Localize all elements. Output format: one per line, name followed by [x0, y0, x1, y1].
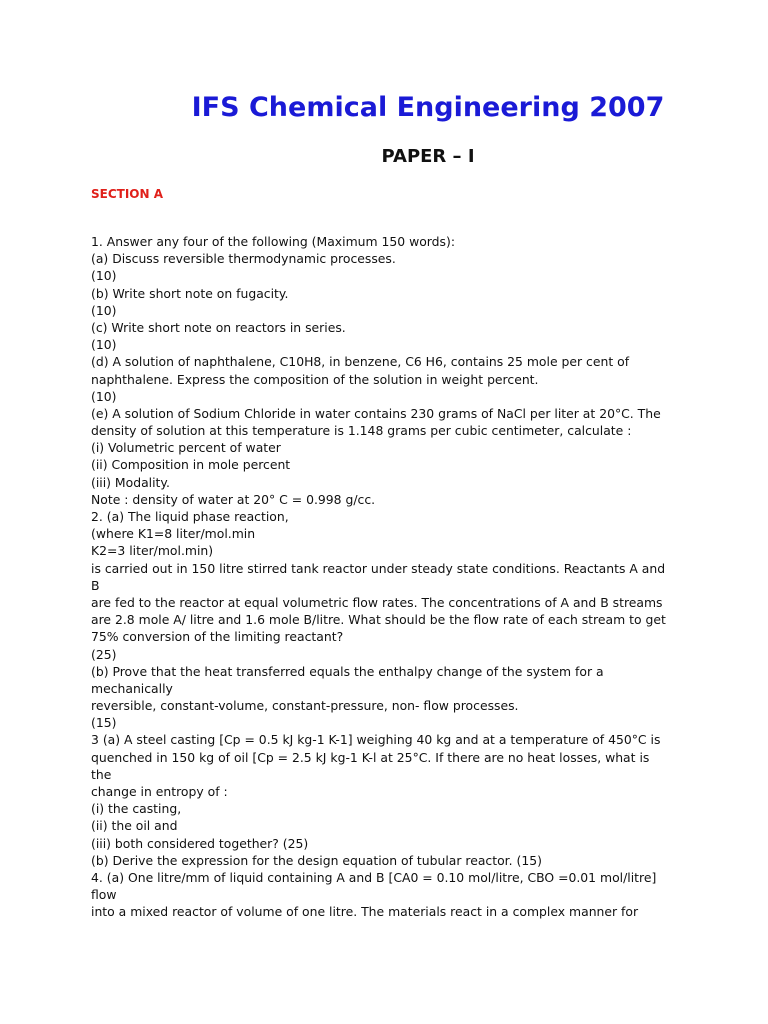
body-line: mechanically [91, 680, 173, 696]
body-line: (where K1=8 liter/mol.min [91, 526, 256, 542]
body-line: 4. (a) One litre/mm of liquid containing A and B [CA0 = 0.10 mol/litre, CBO =0.01 mol/litre] [91, 869, 657, 885]
body-line: 75% conversion of the limiting reactant? [91, 629, 344, 645]
body-line: the [91, 766, 112, 782]
body-line: flow [91, 887, 117, 903]
body-line: (a) Discuss reversible thermodynamic processes. [91, 251, 396, 267]
body-line: (10) [91, 337, 117, 353]
body-line: (c) Write short note on reactors in series. [91, 319, 346, 335]
body-line: (b) Prove that the heat transferred equals the enthalpy change of the system for a [91, 663, 604, 679]
body-line: (10) [91, 388, 117, 404]
body-line: are fed to the reactor at equal volumetric flow rates. The concentrations of A and B streams [91, 594, 663, 610]
body-line: K2=3 liter/mol.min) [91, 543, 214, 559]
body-line: 3 (a) A steel casting [Cp = 0.5 kJ kg-1 K-1] weighing 40 kg and at a temperature of 450°C is [91, 732, 661, 748]
body-line: (15) [91, 715, 117, 731]
body-line: (ii) Composition in mole percent [91, 457, 291, 473]
body-line: (b) Derive the expression for the design equation of tubular reactor. (15) [91, 852, 542, 868]
body-line: (e) A solution of Sodium Chloride in water contains 230 grams of NaCl per liter at 20°C. The [91, 405, 661, 421]
body-line: density of solution at this temperature is 1.148 grams per cubic centimeter, calculate : [91, 423, 632, 439]
document-title: IFS Chemical Engineering 2007 [191, 92, 665, 123]
body-line: quenched in 150 kg of oil [Cp = 2.5 kJ kg-1 K-l at 25°C. If there are no heat losses, what is [91, 749, 650, 765]
body-line: (iii) both considered together? (25) [91, 835, 309, 851]
body-line: (10) [91, 302, 117, 318]
body-line: (b) Write short note on fugacity. [91, 285, 289, 301]
document-body [91, 233, 691, 921]
body-line: are 2.8 mole A/ litre and 1.6 mole B/litre. What should be the flow rate of each stream to get [91, 612, 666, 628]
body-line: (25) [91, 646, 117, 662]
body-line: (ii) the oil and [91, 818, 178, 834]
body-line: Note : density of water at 20° C = 0.998 g/cc. [91, 491, 376, 507]
body-line: (i) Volumetric percent of water [91, 440, 281, 456]
section-heading: SECTION A [91, 187, 164, 201]
body-line: 1. Answer any four of the following (Maximum 150 words): [91, 234, 456, 249]
body-line: into a mixed reactor of volume of one litre. The materials react in a complex manner for [91, 904, 639, 920]
body-line: (d) A solution of naphthalene, C10H8, in benzene, C6 H6, contains 25 mole per cent of [91, 354, 630, 370]
body-line: B [91, 577, 100, 593]
body-line: reversible, constant-volume, constant-pressure, non- flow processes. [91, 698, 519, 714]
body-line: naphthalene. Express the composition of the solution in weight percent. [91, 371, 539, 387]
paper-heading: PAPER – I [381, 146, 475, 167]
body-line: 2. (a) The liquid phase reaction, [91, 509, 289, 524]
body-line: is carried out in 150 litre stirred tank reactor under steady state conditions. Reactants A and [91, 560, 666, 576]
body-line: change in entropy of : [91, 784, 228, 799]
body-line: (i) the casting, [91, 801, 182, 817]
body-line: (iii) Modality. [91, 474, 170, 490]
body-line: (10) [91, 268, 117, 284]
